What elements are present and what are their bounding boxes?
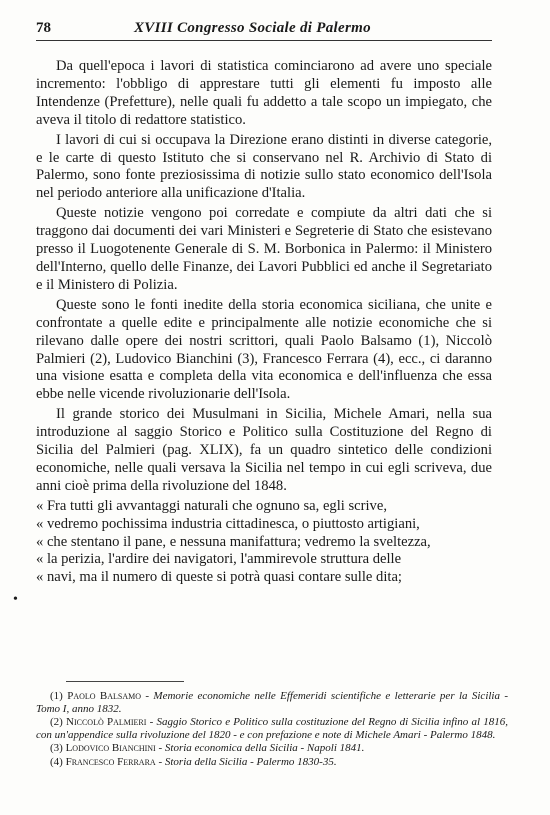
page-number: 78 (36, 20, 51, 36)
footnote-separator (66, 681, 184, 682)
footnote (36, 690, 508, 715)
footnote (36, 756, 508, 769)
footnote-text: - Saggio Storico e Politico sulla costituzione del Regno di Sicilia infino al 1816, con un'appendice sulla rivoluzione del 1820 - e con prefazione e note di Michele Amari - Palermo 1848. (36, 716, 509, 741)
quotation-block (36, 498, 492, 588)
footnotes (36, 690, 508, 769)
footnote-text: - Storia della Sicilia - Palermo 1830-35. (158, 755, 337, 768)
footnote (36, 742, 508, 755)
footnote-number: (1) (50, 690, 63, 702)
paragraph: Queste notizie vengono poi corredate e compiute da altri dati che si traggono dai documenti dei vari Ministeri e Segreterie di Stato che esistevano presso il Luogotenente Generale di S. M. Borbonica in Palermo: il Ministero dell'Interno, quello delle Finanze, dei Lavori Pubblici ed anche il Segretariato e il Ministero di Polizia. (36, 205, 492, 293)
margin-mark: • (13, 592, 18, 607)
footnote-number: (4) (50, 755, 63, 768)
footnote-text: - Memorie economiche nelle Effemeridi scientifiche e letterarie per la Sicilia - Tomo I, anno 1832. (36, 690, 509, 715)
quote-line: « Fra tutti gli avvantaggi naturali che ognuno sa, egli scrive, (36, 497, 387, 514)
quote-line: « la perizia, l'ardire dei navigatori, l'ammirevole struttura delle (36, 551, 402, 568)
quote-line: « che stentano il pane, e nessuna manifattura; vedremo la sveltezza, (36, 533, 431, 550)
paragraph: Da quell'epoca i lavori di statistica cominciarono ad avere uno speciale incremento: l'obbligo di apprestare tutti gli elementi fu imposto alle Intendenze (Prefetture), nelle quali fu addetto a tale scopo un impiegato, che aveva il titolo di redattore statistico. (36, 58, 492, 128)
footnote-author: Paolo Balsamo (67, 690, 142, 702)
footnote-number: (3) (50, 742, 63, 755)
paragraph: Il grande storico dei Musulmani in Sicilia, Michele Amari, nella sua introduzione al saggio Storico e Politico sulla Costituzione del Regno di Sicilia del Palmieri (pag. XLIX), fa un quadro sintetico delle condizioni economiche, nelle quali versava la Sicilia nel tempo in cui egli scriveva, due anni cioè prima della rivoluzione del 1848. (36, 406, 492, 494)
quote-line: « vedremo pochissima industria cittadinesca, o piuttosto artigiani, (36, 515, 420, 532)
footnote-author: Francesco Ferrara (65, 755, 156, 768)
paragraph: Queste sono le fonti inedite della storia economica siciliana, che unite e confrontate a quelle edite e principalmente alle notizie economiche che si rilevano dalle opere dei nostri scrittori, quali Paolo Balsamo (1), Niccolò Palmieri (2), Ludovico Bianchini (3), Francesco Ferrara (4), ecc., ci daranno una visione esatta e completa della vita economica e dell'influenza che essa ebbe nelle vicende rivoluzionarie dell'Isola. (36, 296, 492, 403)
page-header (36, 20, 492, 41)
footnote (36, 716, 508, 741)
footnote-author: Lodovico Bianchini (65, 742, 156, 755)
footnote-text: - Storia economica della Sicilia - Napoli 1841. (158, 742, 365, 755)
body-text (36, 58, 492, 587)
quote-line: « navi, ma il numero di queste si potrà quasi contare sulle dita; (36, 569, 402, 586)
footnote-author: Niccolò Palmieri (66, 716, 147, 729)
running-title: XVIII Congresso Sociale di Palermo (134, 20, 371, 36)
paragraph: I lavori di cui si occupava la Direzione erano distinti in diverse categorie, e le carte di questo Istituto che si conservano nel R. Archivio di Stato di Palermo, sono fonte preziosissima di notizie sullo stato economico dell'Isola nel periodo anteriore alla unificazione d'Italia. (36, 131, 492, 202)
footnote-number: (2) (50, 716, 63, 729)
